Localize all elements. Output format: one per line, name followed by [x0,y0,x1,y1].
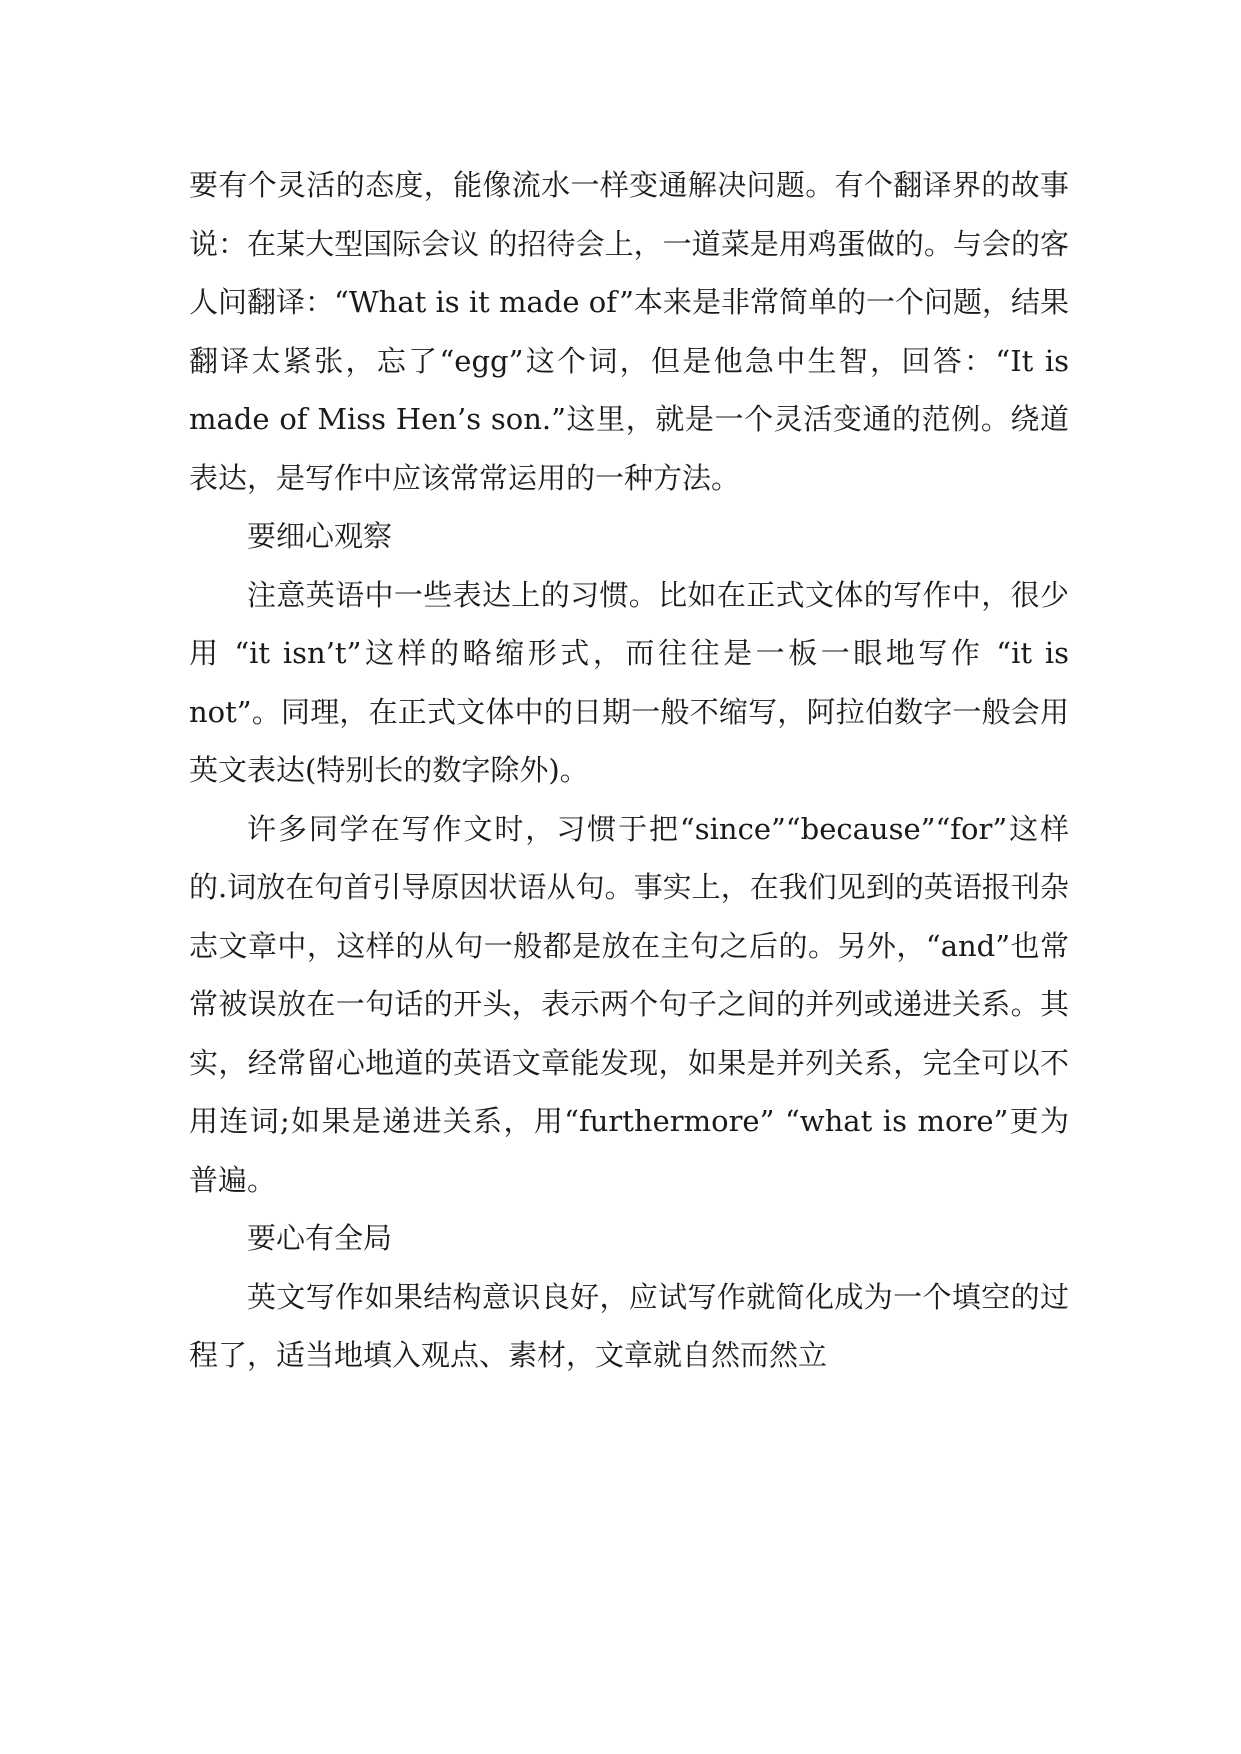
paragraph-flexibility: 要有个灵活的态度，能像流水一样变通解决问题。有个翻译界的故事说：在某大型国际会议 的招待会上，一道菜是用鸡蛋做的。与会的客人问翻译：“What is it made of”本来是非常简单的一个问题，结果翻译太紧张，忘了“egg”这个词，但是他急中生智，回答：“It is made of Miss Hen’s son.”这里，就是一个灵活变通的范例。绕道表达，是写作中应该常常运用的一种方法。 [189,168,1069,495]
paragraph-clause-order: 许多同学在写作文时，习惯于把“since”“because”“for”这样的.词放在句首引导原因状语从句。事实上，在我们见到的英语报刊杂志文章中，这样的从句一般都是放在主句之后的。另外，“and”也常常被误放在一句话的开头，表示两个句子之间的并列或递进关系。其实，经常留心地道的英语文章能发现，如果是并列关系，完全可以不用连词;如果是递进关系，用“furthermore” “what is more”更为普遍。 [189,811,1069,1197]
section-heading-overall: 要心有全局 [247,1221,393,1255]
paragraph-expression-habits: 注意英语中一些表达上的习惯。比如在正式文体的写作中，很少用 “it isn’t”这样的略缩形式，而往往是一板一眼地写作 “it is not”。同理，在正式文体中的日期一般不缩写，阿拉伯数字一般会用英文表达(特别长的数字除外)。 [189,577,1069,787]
section-heading-observe: 要细心观察 [247,519,393,553]
document-body [189,156,1069,1385]
paragraph-structure: 英文写作如果结构意识良好，应试写作就简化成为一个填空的过程了，适当地填入观点、素材，文章就自然而然立 [189,1279,1069,1372]
